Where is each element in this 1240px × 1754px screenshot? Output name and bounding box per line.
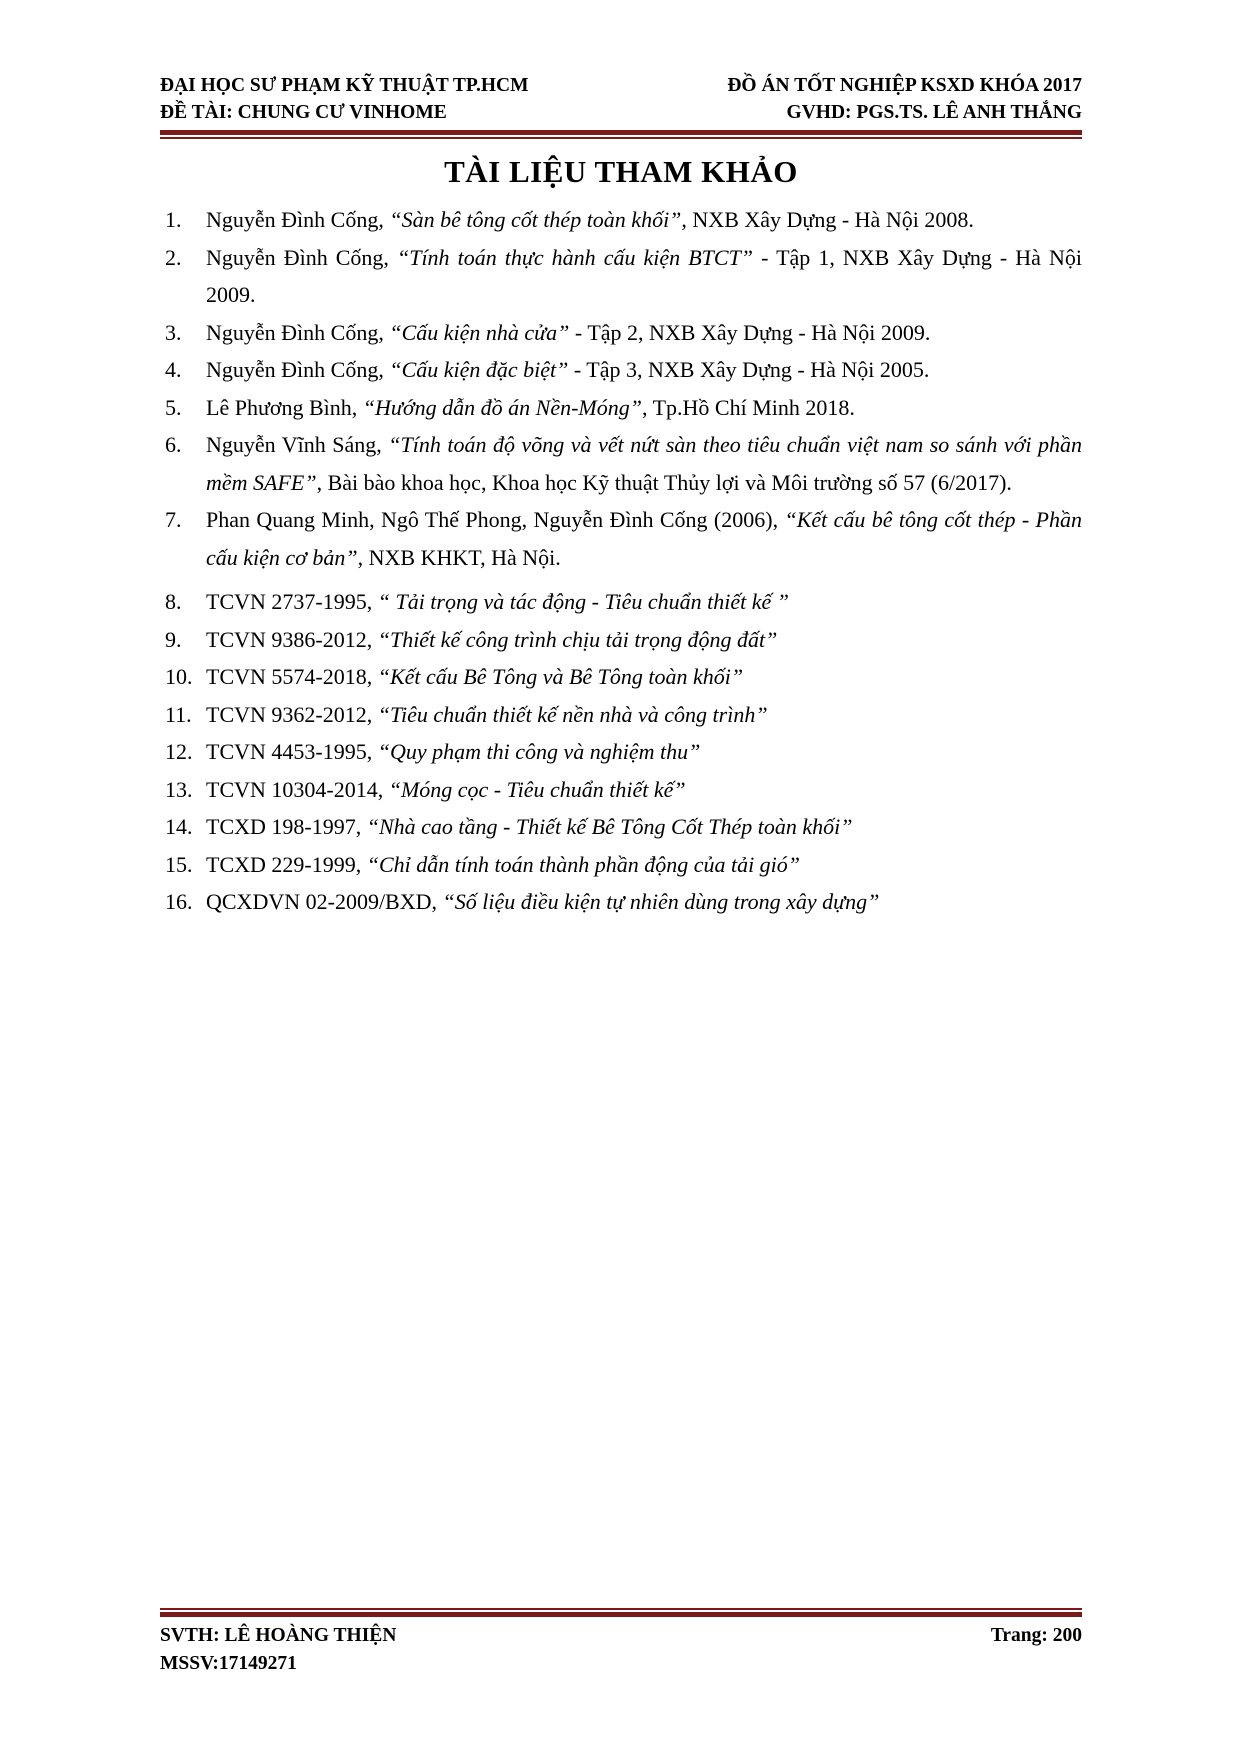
reference-item (160, 883, 1082, 921)
reference-text: TCVN 5574-2018, “Kết cấu Bê Tông và Bê Tông toàn khối” (206, 664, 744, 689)
reference-item (160, 808, 1082, 846)
reference-number: 3. (165, 319, 182, 345)
header-topic: ĐỀ TÀI: CHUNG CƯ VINHOME (160, 102, 447, 123)
reference-number: 9. (165, 626, 182, 652)
reference-list (160, 201, 1082, 921)
page-footer (160, 1622, 1082, 1678)
reference-text: TCVN 2737-1995, “ Tải trọng và tác động - Tiêu chuẩn thiết kế ” (206, 589, 789, 614)
reference-number: 11. (165, 701, 192, 727)
header-right (727, 72, 1082, 126)
reference-number: 7. (165, 507, 182, 532)
header-rule-thin (160, 137, 1082, 139)
reference-item (160, 846, 1082, 884)
reference-number: 15. (165, 851, 193, 877)
reference-item (160, 351, 1082, 389)
reference-item (160, 201, 1082, 239)
reference-item (160, 658, 1082, 696)
reference-number: 8. (165, 589, 182, 614)
header-left (160, 72, 529, 126)
reference-text: Nguyễn Đình Cống, “Sàn bê tông cốt thép toàn khối”, NXB Xây Dựng - Hà Nội 2008. (206, 207, 974, 232)
reference-item (160, 621, 1082, 659)
footer-rule (160, 1608, 1082, 1617)
reference-number: 13. (165, 776, 193, 802)
reference-text: TCVN 9362-2012, “Tiêu chuẩn thiết kế nền nhà và công trình” (206, 701, 768, 727)
page-title: TÀI LIỆU THAM KHẢO (444, 154, 798, 189)
reference-text: TCXD 229-1999, “Chỉ dẫn tính toán thành phần động của tải gió” (206, 851, 801, 877)
reference-item (160, 583, 1082, 621)
header-project: ĐỒ ÁN TỐT NGHIỆP KSXD KHÓA 2017 (727, 75, 1082, 96)
reference-number: 14. (165, 814, 193, 839)
reference-item (160, 771, 1082, 809)
reference-text: TCVN 9386-2012, “Thiết kế công trình chịu tải trọng động đất” (206, 626, 778, 652)
reference-item (160, 314, 1082, 352)
reference-item (160, 733, 1082, 771)
footer-rule-thick (160, 1612, 1082, 1617)
reference-text: Phan Quang Minh, Ngô Thế Phong, Nguyễn Đình Cống (2006), “Kết cấu bê tông cốt thép - Phần cấu kiện cơ bản”, NXB KHKT, Hà Nội. (206, 507, 1082, 570)
reference-number: 16. (165, 889, 193, 914)
reference-item (160, 239, 1082, 314)
footer-student-id: MSSV:17149271 (160, 1653, 297, 1674)
reference-number: 12. (165, 739, 193, 764)
reference-text: TCVN 4453-1995, “Quy phạm thi công và nghiệm thu” (206, 739, 701, 764)
reference-number: 2. (165, 244, 182, 270)
reference-number: 10. (165, 664, 193, 689)
reference-item (160, 696, 1082, 734)
reference-item (160, 501, 1082, 576)
footer-page-number: Trang: 200 (990, 1625, 1082, 1646)
page-header (160, 72, 1082, 126)
header-rule (160, 130, 1082, 139)
reference-text: Nguyễn Vĩnh Sáng, “Tính toán độ võng và vết nứt sàn theo tiêu chuẩn việt nam so sánh với phần mềm SAFE”, Bài bào khoa học, Khoa học Kỹ thuật Thủy lợi và Môi trường số 57 (6/2017). (206, 432, 1082, 495)
reference-item (160, 426, 1082, 501)
reference-text: Lê Phương Bình, “Hướng dẫn đồ án Nền-Móng”, Tp.Hồ Chí Minh 2018. (206, 394, 855, 420)
reference-text: QCXDVN 02-2009/BXD, “Số liệu điều kiện tự nhiên dùng trong xây dựng” (206, 889, 880, 914)
reference-number: 5. (165, 394, 182, 420)
reference-text: TCXD 198-1997, “Nhà cao tầng - Thiết kế Bê Tông Cốt Thép toàn khối” (206, 814, 853, 839)
header-advisor: GVHD: PGS.TS. LÊ ANH THẮNG (786, 102, 1082, 123)
reference-text: TCVN 10304-2014, “Móng cọc - Tiêu chuẩn thiết kế” (206, 776, 686, 802)
footer-student-name: SVTH: LÊ HOÀNG THIỆN (160, 1625, 397, 1646)
reference-text: Nguyễn Đình Cống, “Cấu kiện đặc biệt” - Tập 3, NXB Xây Dựng - Hà Nội 2005. (206, 357, 930, 382)
reference-number: 4. (165, 357, 182, 382)
reference-text: Nguyễn Đình Cống, “Cấu kiện nhà cửa” - Tập 2, NXB Xây Dựng - Hà Nội 2009. (206, 319, 931, 345)
header-university: ĐẠI HỌC SƯ PHẠM KỸ THUẬT TP.HCM (160, 75, 529, 96)
reference-text: Nguyễn Đình Cống, “Tính toán thực hành cấu kiện BTCT” - Tập 1, NXB Xây Dựng - Hà Nội 2009. (206, 244, 1082, 307)
reference-item (160, 389, 1082, 427)
footer-left (160, 1622, 396, 1678)
reference-number: 6. (165, 432, 182, 457)
reference-number: 1. (165, 207, 182, 232)
